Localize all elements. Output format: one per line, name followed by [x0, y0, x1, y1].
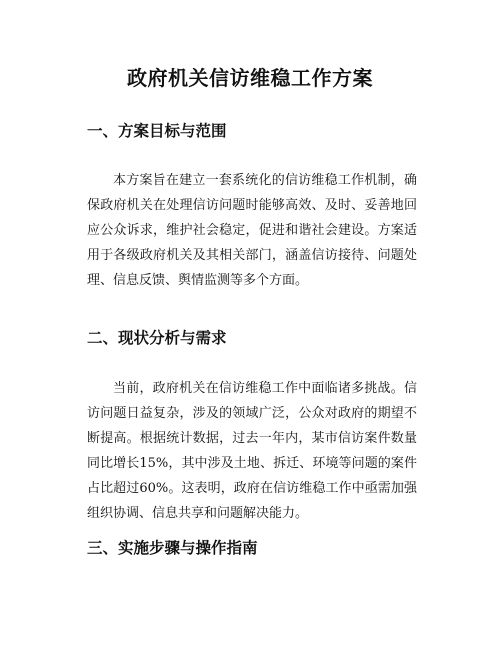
section-heading-implementation: 三、实施步骤与操作指南: [87, 539, 258, 557]
section-heading-goals: 一、方案目标与范围: [87, 122, 227, 140]
section-paragraph-goals: 本方案旨在建立一套系统化的信访维稳工作机制，确保政府机关在处理信访问题时能够高效、及时、妥善地回应公众诉求，维护社会稳定，促进和谐社会建设。方案适用于各级政府机关及其相关部门，涵盖信访接待、问题处理、信息反馈、舆情监测等多个方面。: [87, 173, 417, 288]
document-title: 政府机关信访维稳工作方案: [127, 66, 373, 90]
section-paragraph-analysis: 当前，政府机关在信访维稳工作中面临诸多挑战。信访问题日益复杂，涉及的领域广泛，公众对政府的期望不断提高。根据统计数据，过去一年内，某市信访案件数量同比增长15%，其中涉及土地、拆迁、环境等问题的案件占比超过60%。这表明，政府在信访维稳工作中亟需加强组织协调、信息共享和问题解决能力。: [87, 381, 417, 521]
section-heading-analysis: 二、现状分析与需求: [87, 329, 227, 347]
